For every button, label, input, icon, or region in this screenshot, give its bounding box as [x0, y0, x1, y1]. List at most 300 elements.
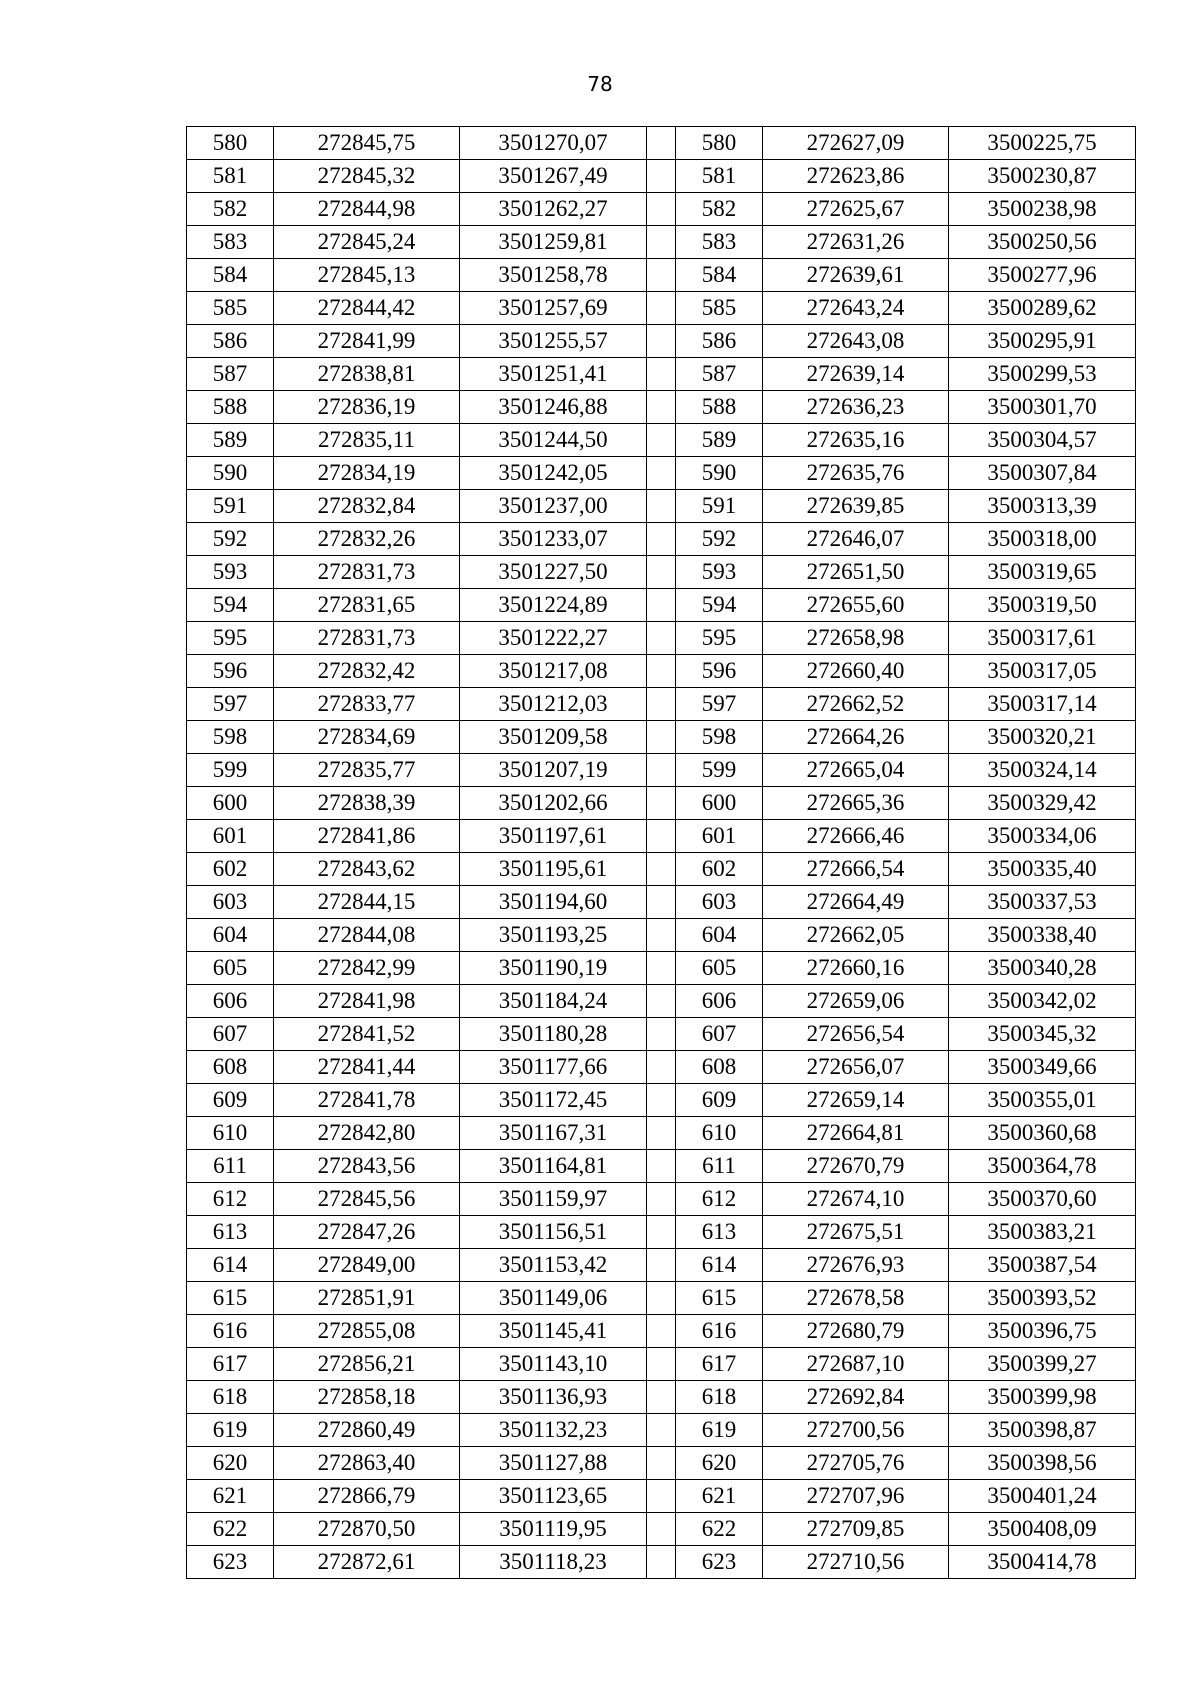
y-coordinate: 3500238,98 [949, 193, 1136, 226]
table-row [187, 457, 1136, 490]
y-coordinate: 3501167,31 [460, 1117, 647, 1150]
table-row [187, 490, 1136, 523]
point-number: 581 [187, 160, 274, 193]
point-number: 620 [187, 1447, 274, 1480]
point-number: 606 [676, 985, 763, 1018]
point-number: 613 [676, 1216, 763, 1249]
x-coordinate: 272639,61 [763, 259, 949, 292]
x-coordinate: 272832,84 [274, 490, 460, 523]
table-row [187, 1546, 1136, 1579]
point-number: 584 [676, 259, 763, 292]
y-coordinate: 3500299,53 [949, 358, 1136, 391]
y-coordinate: 3500295,91 [949, 325, 1136, 358]
point-number: 587 [187, 358, 274, 391]
spacer-cell [647, 1249, 676, 1282]
y-coordinate: 3501172,45 [460, 1084, 647, 1117]
x-coordinate: 272831,65 [274, 589, 460, 622]
y-coordinate: 3500319,50 [949, 589, 1136, 622]
point-number: 596 [676, 655, 763, 688]
point-number: 615 [187, 1282, 274, 1315]
y-coordinate: 3500398,87 [949, 1414, 1136, 1447]
y-coordinate: 3501123,65 [460, 1480, 647, 1513]
x-coordinate: 272659,14 [763, 1084, 949, 1117]
table-row [187, 721, 1136, 754]
x-coordinate: 272831,73 [274, 622, 460, 655]
x-coordinate: 272655,60 [763, 589, 949, 622]
spacer-cell [647, 589, 676, 622]
table-row [187, 259, 1136, 292]
point-number: 605 [676, 952, 763, 985]
table-row [187, 1018, 1136, 1051]
y-coordinate: 3501184,24 [460, 985, 647, 1018]
point-number: 619 [187, 1414, 274, 1447]
x-coordinate: 272841,99 [274, 325, 460, 358]
x-coordinate: 272860,49 [274, 1414, 460, 1447]
x-coordinate: 272844,98 [274, 193, 460, 226]
x-coordinate: 272855,08 [274, 1315, 460, 1348]
point-number: 602 [187, 853, 274, 886]
y-coordinate: 3500398,56 [949, 1447, 1136, 1480]
y-coordinate: 3501195,61 [460, 853, 647, 886]
x-coordinate: 272858,18 [274, 1381, 460, 1414]
x-coordinate: 272636,23 [763, 391, 949, 424]
x-coordinate: 272845,56 [274, 1183, 460, 1216]
point-number: 597 [676, 688, 763, 721]
y-coordinate: 3500355,01 [949, 1084, 1136, 1117]
y-coordinate: 3501149,06 [460, 1282, 647, 1315]
point-number: 600 [187, 787, 274, 820]
spacer-cell [647, 523, 676, 556]
y-coordinate: 3501119,95 [460, 1513, 647, 1546]
x-coordinate: 272845,32 [274, 160, 460, 193]
point-number: 594 [187, 589, 274, 622]
y-coordinate: 3500329,42 [949, 787, 1136, 820]
x-coordinate: 272660,40 [763, 655, 949, 688]
x-coordinate: 272841,86 [274, 820, 460, 853]
spacer-cell [647, 1414, 676, 1447]
y-coordinate: 3501227,50 [460, 556, 647, 589]
point-number: 605 [187, 952, 274, 985]
y-coordinate: 3500342,02 [949, 985, 1136, 1018]
x-coordinate: 272643,08 [763, 325, 949, 358]
point-number: 593 [676, 556, 763, 589]
y-coordinate: 3500408,09 [949, 1513, 1136, 1546]
point-number: 597 [187, 688, 274, 721]
point-number: 595 [187, 622, 274, 655]
spacer-cell [647, 952, 676, 985]
point-number: 590 [187, 457, 274, 490]
y-coordinate: 3500337,53 [949, 886, 1136, 919]
spacer-cell [647, 325, 676, 358]
y-coordinate: 3501136,93 [460, 1381, 647, 1414]
point-number: 616 [187, 1315, 274, 1348]
point-number: 612 [676, 1183, 763, 1216]
point-number: 618 [187, 1381, 274, 1414]
point-number: 601 [676, 820, 763, 853]
point-number: 595 [676, 622, 763, 655]
y-coordinate: 3501246,88 [460, 391, 647, 424]
y-coordinate: 3501242,05 [460, 457, 647, 490]
y-coordinate: 3500393,52 [949, 1282, 1136, 1315]
y-coordinate: 3500401,24 [949, 1480, 1136, 1513]
table-row [187, 1513, 1136, 1546]
point-number: 619 [676, 1414, 763, 1447]
point-number: 589 [676, 424, 763, 457]
spacer-cell [647, 160, 676, 193]
y-coordinate: 3501202,66 [460, 787, 647, 820]
spacer-cell [647, 424, 676, 457]
x-coordinate: 272705,76 [763, 1447, 949, 1480]
table-row [187, 226, 1136, 259]
x-coordinate: 272664,49 [763, 886, 949, 919]
y-coordinate: 3500334,06 [949, 820, 1136, 853]
x-coordinate: 272651,50 [763, 556, 949, 589]
point-number: 599 [676, 754, 763, 787]
point-number: 622 [676, 1513, 763, 1546]
y-coordinate: 3500250,56 [949, 226, 1136, 259]
x-coordinate: 272843,56 [274, 1150, 460, 1183]
point-number: 583 [676, 226, 763, 259]
x-coordinate: 272680,79 [763, 1315, 949, 1348]
x-coordinate: 272851,91 [274, 1282, 460, 1315]
spacer-cell [647, 688, 676, 721]
y-coordinate: 3501251,41 [460, 358, 647, 391]
y-coordinate: 3500304,57 [949, 424, 1136, 457]
table-row [187, 754, 1136, 787]
spacer-cell [647, 754, 676, 787]
point-number: 606 [187, 985, 274, 1018]
y-coordinate: 3501194,60 [460, 886, 647, 919]
y-coordinate: 3501143,10 [460, 1348, 647, 1381]
x-coordinate: 272832,26 [274, 523, 460, 556]
x-coordinate: 272710,56 [763, 1546, 949, 1579]
spacer-cell [647, 1216, 676, 1249]
y-coordinate: 3501212,03 [460, 688, 647, 721]
spacer-cell [647, 490, 676, 523]
y-coordinate: 3501164,81 [460, 1150, 647, 1183]
x-coordinate: 272849,00 [274, 1249, 460, 1282]
table-row [187, 523, 1136, 556]
x-coordinate: 272842,99 [274, 952, 460, 985]
table-row [187, 358, 1136, 391]
table-row [187, 655, 1136, 688]
y-coordinate: 3500319,65 [949, 556, 1136, 589]
x-coordinate: 272844,08 [274, 919, 460, 952]
table-row [187, 985, 1136, 1018]
spacer-cell [647, 985, 676, 1018]
table-row [187, 688, 1136, 721]
x-coordinate: 272838,81 [274, 358, 460, 391]
x-coordinate: 272700,56 [763, 1414, 949, 1447]
point-number: 585 [676, 292, 763, 325]
x-coordinate: 272660,16 [763, 952, 949, 985]
page-number: 78 [587, 72, 613, 96]
point-number: 616 [676, 1315, 763, 1348]
spacer-cell [647, 820, 676, 853]
x-coordinate: 272843,62 [274, 853, 460, 886]
point-number: 609 [187, 1084, 274, 1117]
x-coordinate: 272842,80 [274, 1117, 460, 1150]
point-number: 603 [676, 886, 763, 919]
point-number: 607 [676, 1018, 763, 1051]
y-coordinate: 3501180,28 [460, 1018, 647, 1051]
spacer-cell [647, 193, 676, 226]
point-number: 609 [676, 1084, 763, 1117]
y-coordinate: 3500338,40 [949, 919, 1136, 952]
point-number: 588 [676, 391, 763, 424]
table-row [187, 391, 1136, 424]
x-coordinate: 272665,36 [763, 787, 949, 820]
point-number: 610 [187, 1117, 274, 1150]
coordinates-table [186, 126, 1136, 1579]
x-coordinate: 272844,42 [274, 292, 460, 325]
x-coordinate: 272847,26 [274, 1216, 460, 1249]
x-coordinate: 272656,07 [763, 1051, 949, 1084]
x-coordinate: 272834,69 [274, 721, 460, 754]
table-row [187, 193, 1136, 226]
spacer-cell [647, 622, 676, 655]
table-row [187, 325, 1136, 358]
table-row [187, 1084, 1136, 1117]
x-coordinate: 272676,93 [763, 1249, 949, 1282]
table-row [187, 1414, 1136, 1447]
spacer-cell [647, 1282, 676, 1315]
y-coordinate: 3501159,97 [460, 1183, 647, 1216]
x-coordinate: 272845,13 [274, 259, 460, 292]
point-number: 582 [676, 193, 763, 226]
point-number: 590 [676, 457, 763, 490]
x-coordinate: 272833,77 [274, 688, 460, 721]
x-coordinate: 272692,84 [763, 1381, 949, 1414]
point-number: 610 [676, 1117, 763, 1150]
spacer-cell [647, 226, 676, 259]
point-number: 580 [676, 127, 763, 160]
table-row [187, 556, 1136, 589]
spacer-cell [647, 1381, 676, 1414]
point-number: 604 [676, 919, 763, 952]
x-coordinate: 272664,81 [763, 1117, 949, 1150]
x-coordinate: 272832,42 [274, 655, 460, 688]
y-coordinate: 3501267,49 [460, 160, 647, 193]
spacer-cell [647, 358, 676, 391]
x-coordinate: 272635,76 [763, 457, 949, 490]
y-coordinate: 3500360,68 [949, 1117, 1136, 1150]
spacer-cell [647, 655, 676, 688]
point-number: 601 [187, 820, 274, 853]
spacer-cell [647, 1150, 676, 1183]
spacer-cell [647, 1084, 676, 1117]
y-coordinate: 3500317,05 [949, 655, 1136, 688]
y-coordinate: 3501217,08 [460, 655, 647, 688]
point-number: 621 [187, 1480, 274, 1513]
point-number: 588 [187, 391, 274, 424]
x-coordinate: 272866,79 [274, 1480, 460, 1513]
point-number: 618 [676, 1381, 763, 1414]
y-coordinate: 3500396,75 [949, 1315, 1136, 1348]
x-coordinate: 272841,98 [274, 985, 460, 1018]
y-coordinate: 3500399,98 [949, 1381, 1136, 1414]
x-coordinate: 272687,10 [763, 1348, 949, 1381]
table-row [187, 1381, 1136, 1414]
y-coordinate: 3501224,89 [460, 589, 647, 622]
table-row [187, 292, 1136, 325]
x-coordinate: 272841,78 [274, 1084, 460, 1117]
point-number: 614 [676, 1249, 763, 1282]
table-row [187, 1150, 1136, 1183]
point-number: 583 [187, 226, 274, 259]
x-coordinate: 272835,11 [274, 424, 460, 457]
x-coordinate: 272675,51 [763, 1216, 949, 1249]
point-number: 592 [676, 523, 763, 556]
table-row [187, 1282, 1136, 1315]
x-coordinate: 272845,75 [274, 127, 460, 160]
table-row [187, 589, 1136, 622]
x-coordinate: 272674,10 [763, 1183, 949, 1216]
y-coordinate: 3500230,87 [949, 160, 1136, 193]
y-coordinate: 3501222,27 [460, 622, 647, 655]
point-number: 611 [187, 1150, 274, 1183]
spacer-cell [647, 919, 676, 952]
table-row [187, 127, 1136, 160]
point-number: 600 [676, 787, 763, 820]
y-coordinate: 3501127,88 [460, 1447, 647, 1480]
y-coordinate: 3500307,84 [949, 457, 1136, 490]
table-row [187, 622, 1136, 655]
spacer-cell [647, 1480, 676, 1513]
point-number: 621 [676, 1480, 763, 1513]
point-number: 592 [187, 523, 274, 556]
y-coordinate: 3500370,60 [949, 1183, 1136, 1216]
table-row [187, 1480, 1136, 1513]
spacer-cell [647, 1513, 676, 1546]
table-row [187, 1117, 1136, 1150]
x-coordinate: 272841,52 [274, 1018, 460, 1051]
table-row [187, 1183, 1136, 1216]
x-coordinate: 272656,54 [763, 1018, 949, 1051]
table-row [187, 1051, 1136, 1084]
point-number: 620 [676, 1447, 763, 1480]
table-row [187, 1315, 1136, 1348]
spacer-cell [647, 1348, 676, 1381]
spacer-cell [647, 721, 676, 754]
point-number: 613 [187, 1216, 274, 1249]
point-number: 587 [676, 358, 763, 391]
point-number: 591 [187, 490, 274, 523]
spacer-cell [647, 1183, 676, 1216]
x-coordinate: 272662,05 [763, 919, 949, 952]
x-coordinate: 272666,46 [763, 820, 949, 853]
x-coordinate: 272863,40 [274, 1447, 460, 1480]
table-row [187, 424, 1136, 457]
x-coordinate: 272670,79 [763, 1150, 949, 1183]
y-coordinate: 3501197,61 [460, 820, 647, 853]
x-coordinate: 272627,09 [763, 127, 949, 160]
y-coordinate: 3501257,69 [460, 292, 647, 325]
x-coordinate: 272666,54 [763, 853, 949, 886]
table-row [187, 952, 1136, 985]
table-row [187, 1447, 1136, 1480]
x-coordinate: 272841,44 [274, 1051, 460, 1084]
point-number: 615 [676, 1282, 763, 1315]
y-coordinate: 3501177,66 [460, 1051, 647, 1084]
table-row [187, 853, 1136, 886]
x-coordinate: 272662,52 [763, 688, 949, 721]
point-number: 585 [187, 292, 274, 325]
y-coordinate: 3501270,07 [460, 127, 647, 160]
point-number: 607 [187, 1018, 274, 1051]
y-coordinate: 3501244,50 [460, 424, 647, 457]
point-number: 584 [187, 259, 274, 292]
table-row [187, 820, 1136, 853]
point-number: 582 [187, 193, 274, 226]
y-coordinate: 3500345,32 [949, 1018, 1136, 1051]
y-coordinate: 3500387,54 [949, 1249, 1136, 1282]
table-row [187, 160, 1136, 193]
x-coordinate: 272635,16 [763, 424, 949, 457]
point-number: 596 [187, 655, 274, 688]
x-coordinate: 272872,61 [274, 1546, 460, 1579]
y-coordinate: 3500383,21 [949, 1216, 1136, 1249]
point-number: 612 [187, 1183, 274, 1216]
x-coordinate: 272643,24 [763, 292, 949, 325]
point-number: 598 [187, 721, 274, 754]
table-row [187, 1249, 1136, 1282]
y-coordinate: 3501262,27 [460, 193, 647, 226]
y-coordinate: 3500340,28 [949, 952, 1136, 985]
x-coordinate: 272870,50 [274, 1513, 460, 1546]
y-coordinate: 3501156,51 [460, 1216, 647, 1249]
y-coordinate: 3501259,81 [460, 226, 647, 259]
y-coordinate: 3500414,78 [949, 1546, 1136, 1579]
point-number: 617 [676, 1348, 763, 1381]
y-coordinate: 3501193,25 [460, 919, 647, 952]
table-row [187, 1348, 1136, 1381]
y-coordinate: 3501118,23 [460, 1546, 647, 1579]
coordinates-table-body [187, 127, 1136, 1579]
y-coordinate: 3500318,00 [949, 523, 1136, 556]
point-number: 603 [187, 886, 274, 919]
spacer-cell [647, 1447, 676, 1480]
table-row [187, 919, 1136, 952]
table-row [187, 787, 1136, 820]
point-number: 581 [676, 160, 763, 193]
table-row [187, 1216, 1136, 1249]
y-coordinate: 3500317,14 [949, 688, 1136, 721]
x-coordinate: 272658,98 [763, 622, 949, 655]
x-coordinate: 272625,67 [763, 193, 949, 226]
x-coordinate: 272709,85 [763, 1513, 949, 1546]
y-coordinate: 3500399,27 [949, 1348, 1136, 1381]
point-number: 623 [187, 1546, 274, 1579]
point-number: 611 [676, 1150, 763, 1183]
y-coordinate: 3501145,41 [460, 1315, 647, 1348]
point-number: 593 [187, 556, 274, 589]
spacer-cell [647, 127, 676, 160]
point-number: 622 [187, 1513, 274, 1546]
x-coordinate: 272639,85 [763, 490, 949, 523]
spacer-cell [647, 1315, 676, 1348]
spacer-cell [647, 292, 676, 325]
point-number: 591 [676, 490, 763, 523]
spacer-cell [647, 886, 676, 919]
y-coordinate: 3500277,96 [949, 259, 1136, 292]
x-coordinate: 272844,15 [274, 886, 460, 919]
y-coordinate: 3501207,19 [460, 754, 647, 787]
x-coordinate: 272834,19 [274, 457, 460, 490]
point-number: 608 [676, 1051, 763, 1084]
spacer-cell [647, 1018, 676, 1051]
x-coordinate: 272659,06 [763, 985, 949, 1018]
